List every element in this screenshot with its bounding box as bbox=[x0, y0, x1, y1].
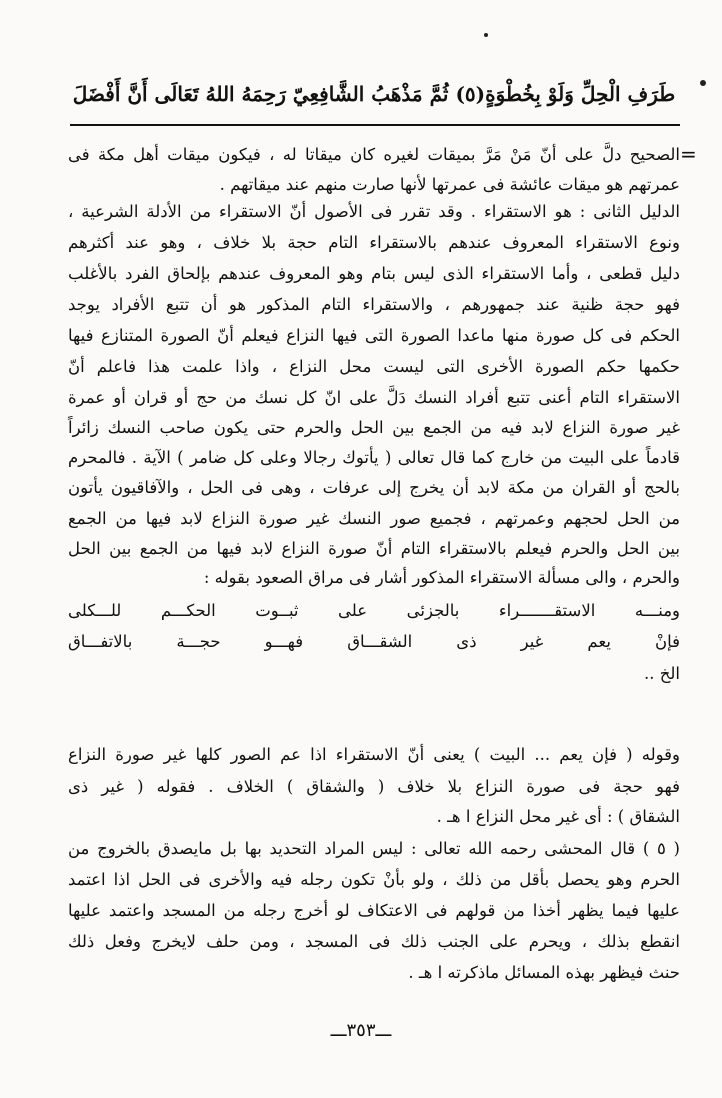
text-line: دليل قطعى ، وأما الاستقراء الذى ليس بتام وهو المعروف عندهم بإلحاق الفرد بالأغلب bbox=[68, 264, 680, 283]
footnote-line: الشقاق ) : أى غير محل النزاع ا هـ . bbox=[436, 807, 680, 826]
page-number: ـــ٣٥٣ـــ bbox=[330, 1020, 392, 1041]
verse-line: ومنـــه الاستقـــــــراء بالجزئى على ثبــوت الحكـــم للـــكلى bbox=[68, 601, 680, 620]
footnote-line: ( ٥ ) قال المحشى رحمه الله تعالى : ليس المراد التحديد بها بل مايصدق بالخروج من bbox=[68, 839, 680, 858]
text-line: الدليل الثانى : هو الاستقراء . وقد تقرر فى الأصول أنّ الاستقراء من الأدلة الشرعية ، bbox=[68, 202, 680, 221]
text-line: بين الحل والحرم فيعلم بالاستقراء التام أنّ صورة النزاع لابد فيها من الجمع بين الحل bbox=[68, 539, 680, 558]
text-line: ونوع الاستقراء المعروف عندهم بالاستقراء التام حجة بلا خلاف ، وهو عند أكثرهم bbox=[68, 233, 680, 252]
text-line: الصحيح دلَّ على أنّ مَنْ مَرَّ بميقات لغيره كان ميقاتا له ، فيكون ميقات أهل مكة فى bbox=[68, 145, 680, 164]
continuation-mark: = bbox=[680, 142, 697, 166]
text-line: الحكم فى كل صورة منها ماعدا الصورة التى فيها النزاع فيعلم أنّ الصورة المتنازع فيها bbox=[68, 326, 680, 345]
main-text bbox=[68, 140, 680, 740]
text-line: والحرم ، والى مسألة الاستقراء المذكور أشار فى مراق الصعود بقوله : bbox=[203, 568, 680, 587]
text-line: غير صورة النزاع لابد فيه من الجمع بين الحل والحرم حتى يكون صاحب النسك زائراً bbox=[68, 418, 680, 437]
footnote-line: حنث فيظهر بهذه المسائل ماذكرته ا هـ . bbox=[408, 963, 680, 982]
text-line: الاستقراء التام أعنى تتبع أفراد النسك دَلَّ على انّ كل نسك من حج أو قران أو عمرة bbox=[68, 388, 680, 407]
text-line: عمرتهم هو ميقات عائشة فى عمرتها لأنها صارت منهم عند ميقاتهم . bbox=[219, 175, 680, 194]
verse-line: فإنْ يعم غير ذى الشقـــاق فهـــو حجـــة بالاتفـــاق bbox=[68, 632, 680, 651]
text-line: من الحل لحجهم وعمرتهم ، فجميع صور النسك غير صورة النزاع لابد فيها من الجمع bbox=[68, 509, 680, 528]
text-line: قادماً على البيت من خارج كما قال تعالى ( يأتوك رجالا وعلى كل ضامر ) الآية . فالمحرم bbox=[68, 448, 680, 467]
header-rule bbox=[70, 124, 680, 126]
footnote-line: فهو حجة فى صورة النزاع بلا خلاف ( والشقاق ) الخلاف . فقوله ( غير ذى bbox=[68, 777, 680, 796]
footnotes bbox=[68, 740, 680, 1000]
text-line: بالحج أو القران من مكة لابد أن يخرج إلى عرفات ، وهى فى الحل ، والآفاقيون يأتون bbox=[68, 478, 680, 497]
top-dot-mark bbox=[484, 33, 488, 37]
footnote-line: انقطع بذلك ، ويحرم على الجنب ذلك فى المسجد ، ومن حلف لايخرج وفعل ذلك bbox=[68, 932, 680, 951]
text-line: الخ .. bbox=[644, 664, 680, 683]
footnote-line: عليها فيما يظهر أخذا من قولهم فى الاعتكاف لو أخرج رجله من المسجد واعتمد عليها bbox=[68, 901, 680, 920]
corner-dot-mark bbox=[700, 80, 706, 86]
text-line: فهو حجة ظنية عند جمهورهم ، والاستقراء التام المذكور هو أن تتبع الأفراد يوجد bbox=[68, 295, 680, 314]
footnote-line: الحرم وهو يحصل بأقل من ذلك ، ولو بأنْ تكون رجله فيه والأخرى فى الحل اذا اعتمد bbox=[68, 870, 680, 889]
running-header: طَرَفِ الْحِلِّ وَلَوْ بِخُطْوَةٍ(٥) ثُمَّ مَذْهَبُ الشَّافِعِيّ رَحِمَهُ اللهُ تَعَالَى أَنَّ أَفْضَلَ bbox=[72, 82, 676, 106]
text-line: حكمها حكم الصورة الأخرى التى ليست محل النزاع ، واذا علمت هذا فاعلم أنّ bbox=[68, 357, 680, 376]
footnote-line: وقوله ( فإن يعم ... البيت ) يعنى أنّ الاستقراء اذا عم الصور كلها غير صورة النزاع bbox=[68, 745, 680, 764]
